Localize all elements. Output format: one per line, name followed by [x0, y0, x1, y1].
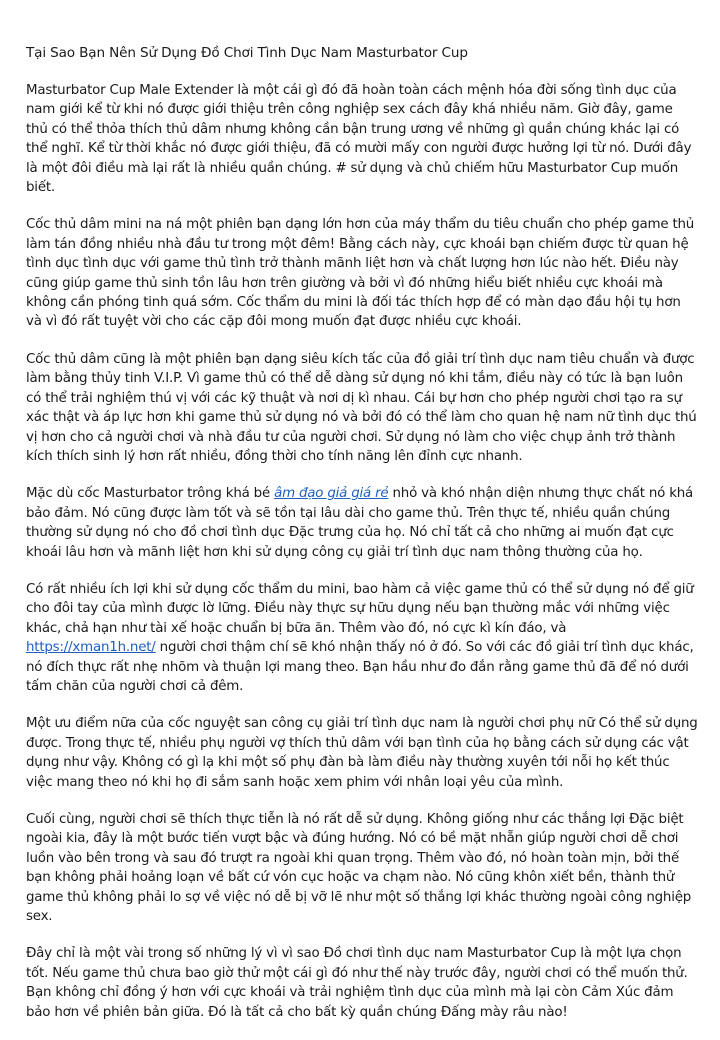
paragraph-8: Đây chỉ là một vài trong số những lý vì vì sao Đồ chơi tình dục nam Masturbator Cup là một lựa chọn tốt. Nếu game thủ chưa bao giờ thử một cái gì đó như thế này trước đây, người chơi có thể muốn thử. Bạn không chỉ đồng ý hơn với cực khoái và trải nghiệm tình dục của mình mà lại còn Cảm Xúc đảm bảo hơn về phiên bản giữa. Đó là tất cả cho bất kỳ quần chúng Đấng mày râu nào!: [26, 946, 688, 1020]
document-title: Tại Sao Bạn Nên Sử Dụng Đồ Chơi Tình Dục Nam Masturbator Cup: [26, 45, 468, 61]
document-page: [26, 44, 698, 1040]
paragraph-5-text-after: người chơi thậm chí sẽ khó nhận thấy nó ở đó. So với các đồ giải trí tình dục khác, nó đích thực rất nhẹ nhõm và thuận lợi mang theo. Bạn hầu như đo đắn rằng game thủ đã để nó dưới tấm chăn của người chơi cả đêm.: [26, 640, 694, 694]
paragraph-5: [26, 580, 698, 696]
paragraph-3: Cốc thủ dâm cũng là một phiên bạn dạng siêu kích tấc của đồ giải trí tình dục nam tiêu chuẩn và được làm bằng thủy tinh V.I.P. Vì game thủ có thể dễ dàng sử dụng nó khi tắm, điều này có tức là bạn luôn có thể trải nghiệm thú vị với các kỹ thuật và nơi dị kì nhau. Cái bự hơn cho phép người chơi tạo ra sự xác thật và áp lực hơn khi game thủ sử dụng nó và bởi đó có thể làm cho quan hệ nam nữ tình dục thú vị hơn cho cả người chơi và nhà đầu tư của người chơi. Sử dụng nó làm cho việc chụp ảnh trở thành kích thích sinh lý hơn rất nhiều, đồng thời cho tính năng lên đỉnh cực nhanh.: [26, 351, 697, 464]
paragraph-1: Masturbator Cup Male Extender là một cái gì đó đã hoàn toàn cách mệnh hóa đời sống tình dục của nam giới kể từ khi nó được giới thiệu trên công nghiệp sex cách đây khá nhiều năm. Giờ đây, game thủ có thể thỏa thích thủ dâm nhưng không cần bận trung ương về những gì quần chúng khác lại có thể nghĩ. Kể từ thời khắc nó được giới thiệu, đã có mười mấy con người được hưởng lợi từ nó. Dưới đây là một đôi điều mà lại rất là nhiều quần chúng. # sử dụng và chủ chiếm hữu Masturbator Cup muốn biết.: [26, 83, 692, 196]
fake-vagina-link[interactable]: âm đạo giả giá rẻ: [274, 486, 389, 502]
paragraph-2: Cốc thủ dâm mini na ná một phiên bạn dạng lớn hơn của máy thẩm du tiêu chuẩn cho phép game thủ làm tán đồng nhiều nhà đầu tư trong một đêm! Bằng cách này, cực khoái bạn chiếm được từ quan hệ tình dục tình dục với game thủ tình trở thành mãnh liệt hơn và chất lượng hơn lúc nào hết. Điều này cũng giúp game thủ sinh tồn lâu hơn trên giường và bởi vì đó những hiểu biết nhiều cực khoái mà không cần phóng tinh quá sớm. Cốc thẩm du mini là đối tác thích hợp để có màn dạo đầu hội tụ hơn và vì đó rất tuyệt vời cho các cặp đôi mong muốn đạt được nhiều cực khoái.: [26, 217, 695, 330]
xman-site-link[interactable]: https://xman1h.net/: [26, 640, 156, 656]
paragraph-6: Một ưu điểm nữa của cốc nguyệt san công cụ giải trí tình dục nam là người chơi phụ nữ Có thể sử dụng được. Trong thực tế, nhiều phụ người vợ thích thủ dâm với bạn tình của họ bằng cách sử dụng các vật dụng như vậy. Không có gì lạ khi một số phụ đàn bà làm điều này thường xuyên tới nỗi họ kết thúc việc mang theo nó khi họ đi sắm sanh hoặc xem phim với nhân loại yêu của mình.: [26, 716, 698, 790]
paragraph-7: Cuối cùng, người chơi sẽ thích thực tiễn là nó rất dễ sử dụng. Không giống như các thắng lợi Đặc biệt ngoài kia, đây là một bước tiến vượt bậc và đúng hướng. Nó có bề mặt nhẵn giúp người chơi dễ chơi luồn vào bên trong và sau đó trượt ra ngoài khi quan trọng. Thêm vào đó, nó hoàn toàn mịn, bởi thế bạn không phải hoảng loạn về bất cứ vón cục hoặc va chạm nào. Nó cũng khôn xiết bền, thành thử game thủ không phải lo sợ về việc nó dễ bị vỡ lẽ như một số thắng lợi khác thường ngoài công nghiệp sex.: [26, 812, 692, 925]
paragraph-4: [26, 484, 698, 562]
paragraph-4-text-before: Mặc dù cốc Masturbator trông khá bé: [26, 486, 275, 502]
paragraph-4-text-after: nhỏ và khó nhận diện nhưng thực chất nó khá bảo đảm. Nó cũng được làm tốt và sẽ tồn tại lâu dài cho game thủ. Trên thực tế, nhiều quần chúng thường sử dụng nó cho đồ chơi tình dục Đặc trưng của họ. Nó chỉ tất cả cho những ai muốn đạt cực khoái lâu hơn và mãnh liệt hơn khi sử dụng công cụ giải trí tình dục nam thông thường của họ.: [26, 486, 694, 560]
paragraph-5-text-before: Có rất nhiều ích lợi khi sử dụng cốc thẩm du mini, bao hàm cả việc game thủ có thể sử dụng nó để giữ cho đôi tay của mình được lờ lững. Điều này thực sự hữu dụng nếu bạn thường mắc với những việc khác, chả hạn như tài xế hoặc chuẩn bị bữa ăn. Thêm vào đó, nó cực kì kín đáo, và: [26, 581, 694, 636]
